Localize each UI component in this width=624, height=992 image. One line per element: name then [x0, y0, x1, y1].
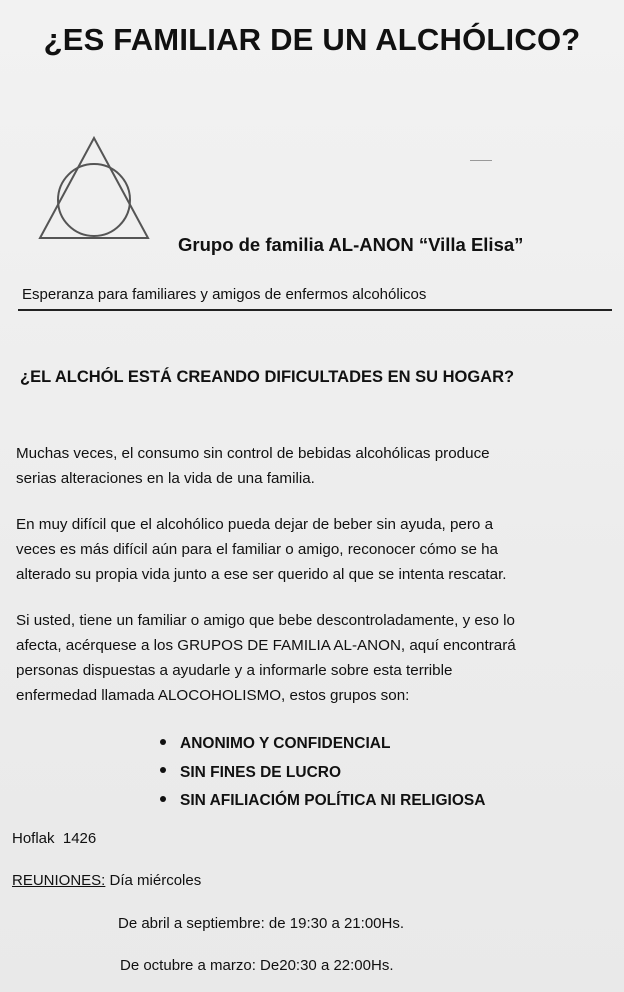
meetings-line — [12, 872, 201, 889]
list-item-label: ANONIMO Y CONFIDENCIAL — [180, 735, 391, 752]
meetings-label: REUNIONES: — [12, 872, 106, 889]
paragraph-line: Si usted, tiene un familiar o amigo que bebe descontroladamente, y eso lo — [16, 612, 515, 629]
group-name: Grupo de familia AL-ANON “Villa Elisa” — [178, 234, 524, 255]
page-title: ¿ES FAMILIAR DE UN ALCHÓLICO? — [43, 22, 581, 57]
paragraph-line: enfermedad llamada ALOCOHOLISMO, estos grupos son: — [16, 687, 410, 704]
bullet-icon — [160, 796, 166, 802]
paper-mark — [470, 160, 492, 161]
paragraph-2 — [16, 512, 616, 587]
paragraph-line: afecta, acérquese a los GRUPOS DE FAMILIA AL-ANON, aquí encontrará — [16, 637, 516, 654]
paragraph-line: En muy difícil que el alcohólico pueda dejar de beber sin ayuda, pero a — [16, 516, 494, 533]
tagline: Esperanza para familiares y amigos de enfermos alcohólicos — [22, 286, 427, 303]
paragraph-line: personas dispuestas a ayudarle y a informarle sobre esta terrible — [16, 662, 453, 679]
meetings-day: Día miércoles — [105, 872, 202, 889]
paragraph-line: Muchas veces, el consumo sin control de bebidas alcohólicas produce — [16, 445, 490, 462]
paragraph-line: alterado su propia vida junto a ese ser querido al que se intenta rescatar. — [16, 566, 507, 583]
features-list — [160, 730, 485, 816]
list-item — [160, 787, 485, 816]
section-question: ¿EL ALCHÓL ESTÁ CREANDO DIFICULTADES EN SU HOGAR? — [20, 368, 515, 386]
list-item-label: SIN FINES DE LUCRO — [180, 763, 342, 781]
paragraph-3 — [16, 608, 616, 708]
paragraph-1 — [16, 441, 616, 491]
divider — [18, 309, 612, 311]
paragraph-line: veces es más difícil aún para el familiar o amigo, reconocer cómo se ha — [16, 541, 499, 558]
schedule-line: De abril a septiembre: de 19:30 a 21:00Hs. — [118, 915, 405, 932]
schedule-line: De octubre a marzo: De20:30 a 22:00Hs. — [120, 957, 394, 974]
paragraph-line: serias alteraciones en la vida de una familia. — [16, 470, 315, 487]
address: Hoflak 1426 — [12, 830, 97, 847]
bullet-icon — [160, 767, 166, 773]
list-item — [160, 730, 485, 759]
list-item — [160, 759, 485, 788]
triangle-circle-icon — [36, 134, 152, 247]
bullet-icon — [160, 739, 166, 745]
list-item-label: SIN AFILIACIÓM POLÍTICA NI RELIGIOSA — [180, 792, 486, 809]
